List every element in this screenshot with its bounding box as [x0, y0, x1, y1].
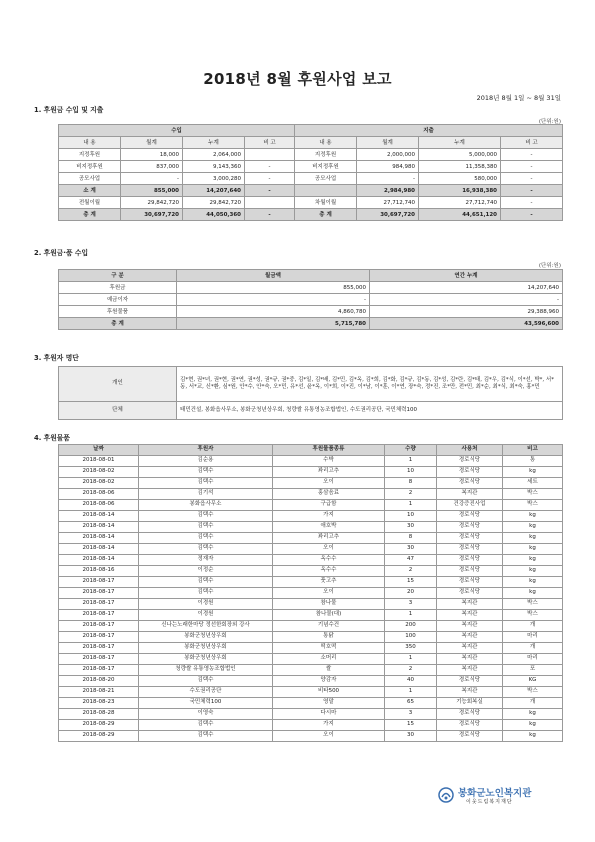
table-cell: 855,000: [121, 185, 183, 197]
col-header: 비 고: [501, 137, 563, 149]
table-cell: 전월이월: [59, 197, 121, 209]
table-cell: 2018-08-01: [59, 456, 139, 467]
income-expense-header: [59, 125, 563, 137]
table-cell: 복지관: [437, 621, 503, 632]
table-cell: 옥수수: [273, 555, 385, 566]
col-header: 수량: [385, 445, 437, 456]
total-row: [59, 209, 563, 221]
table-cell: 200: [385, 621, 437, 632]
table-cell: 지정후원: [295, 149, 357, 161]
table-cell: 2: [385, 489, 437, 500]
table-cell: 홍삼음료: [273, 489, 385, 500]
col-header: 날짜: [59, 445, 139, 456]
table-cell: 박스: [503, 489, 563, 500]
table-cell: 오이: [273, 544, 385, 555]
table-cell: 경로식당: [437, 533, 503, 544]
table-cell: 1: [385, 500, 437, 511]
table-cell: 65: [385, 698, 437, 709]
table-cell: 공모사업: [295, 173, 357, 185]
table-cell: kg: [503, 588, 563, 599]
table-row: [59, 294, 563, 306]
table-cell: kg: [503, 555, 563, 566]
logo-name: 봉화군노인복지관: [458, 788, 532, 799]
table-cell: -: [501, 197, 563, 209]
table-cell: 14,207,640: [183, 185, 245, 197]
table-cell: 2018-08-17: [59, 610, 139, 621]
table-row: [59, 621, 563, 632]
table-cell: 경로식당: [437, 511, 503, 522]
table-cell: 청량쌀 유통영농조합법인: [139, 665, 273, 676]
table-cell: 8: [385, 478, 437, 489]
table-cell: -: [177, 294, 370, 306]
table-row: [59, 632, 563, 643]
table-cell: 30,697,720: [121, 209, 183, 221]
table-cell: 총 계: [295, 209, 357, 221]
table-cell: 30: [385, 544, 437, 555]
table-cell: 통닭: [273, 632, 385, 643]
table-cell: 복지관: [437, 610, 503, 621]
table-cell: 837,000: [121, 161, 183, 173]
table-cell: 영말: [273, 698, 385, 709]
table-cell: kg: [503, 511, 563, 522]
page-title: 2018년 8월 후원사업 보고: [203, 70, 392, 88]
table-row: [59, 306, 563, 318]
table-cell: 경로식당: [437, 522, 503, 533]
donor-individual-names: 김*현, 권*녀, 권*현, 권*연, 권*성, 권*규, 권*중, 김*일, 김*배, 김*민, 김*옥, 김*희, 김*화, 김*규, 김*동, 김*성, 김*란, 김*태, 김*우, 김*식, 이*선, 박*, 서*동, 서*교, 신*환, 심*원, 안*수, 안*숙, 오*민, 유*선, 윤*옥, 이*희, 이*진, 이*남, 이*훈, 이*연, 장*숙, 정*진, 조*만, 전*민, 최*순, 최*식, 최*숙, 홍*민: [177, 367, 563, 402]
table-cell: 2018-08-14: [59, 522, 139, 533]
table-cell: 김택수: [139, 676, 273, 687]
expense-header: 지출: [295, 125, 563, 137]
table-cell: -: [245, 185, 295, 197]
col-header: 후원자: [139, 445, 273, 456]
table-cell: 29,388,960: [370, 306, 563, 318]
table-cell: -: [501, 161, 563, 173]
table-cell: 오이: [273, 588, 385, 599]
table-row: [59, 544, 563, 555]
table-cell: 총 계: [59, 209, 121, 221]
table-cell: 29,842,720: [183, 197, 245, 209]
table-cell: 김기석: [139, 489, 273, 500]
table-cell: 쌀: [273, 665, 385, 676]
donation-income-table: [58, 269, 563, 330]
col-header: 월금액: [177, 270, 370, 282]
table-cell: -: [245, 209, 295, 221]
income-expense-table: [58, 124, 563, 221]
table-cell: 김택수: [139, 522, 273, 533]
table-cell: 후원금: [59, 282, 177, 294]
table-cell: 마리: [503, 632, 563, 643]
table-cell: 복지관: [437, 643, 503, 654]
report-period: 2018년 8월 1일 ~ 8월 31일: [476, 94, 561, 102]
table-cell: 2018-08-17: [59, 643, 139, 654]
table-row: [59, 533, 563, 544]
table-row: [59, 687, 563, 698]
table-cell: 복지관: [437, 687, 503, 698]
table-cell: 꽈리고추: [273, 533, 385, 544]
table-cell: 2018-08-23: [59, 698, 139, 709]
table-cell: 박스: [503, 599, 563, 610]
col-header: 내 용: [59, 137, 121, 149]
table-cell: 14,207,640: [370, 282, 563, 294]
donor-group-names: 태민건설, 봉화읍사무소, 봉화군청년상우회, 청량쌀 유통영농조합법인, 수도권리공단, 국민체력100: [177, 402, 563, 420]
section-2-heading: 2. 후원금·품 수입: [34, 249, 89, 257]
donated-goods-table: [58, 444, 563, 742]
logo-subtitle: 이웃드림복지재단: [466, 799, 513, 805]
table-row: [59, 478, 563, 489]
table-cell: -: [357, 173, 419, 185]
table-cell: [245, 149, 295, 161]
table-cell: 기능회복실: [437, 698, 503, 709]
table-cell: 30,697,720: [357, 209, 419, 221]
table-cell: kg: [503, 544, 563, 555]
table-cell: 2018-08-06: [59, 489, 139, 500]
table-cell: 580,000: [419, 173, 501, 185]
table-cell: 소머리: [273, 654, 385, 665]
table-cell: 경로식당: [437, 731, 503, 742]
table-cell: 양감자: [273, 676, 385, 687]
table-cell: 27,712,740: [419, 197, 501, 209]
table-cell: 옥수수: [273, 566, 385, 577]
table-cell: 가지: [273, 720, 385, 731]
col-header: 누계: [419, 137, 501, 149]
table-cell: 47: [385, 555, 437, 566]
table-cell: 마리: [503, 654, 563, 665]
table-cell: 30: [385, 522, 437, 533]
table-cell: 개: [503, 698, 563, 709]
table-cell: 꽈리고추: [273, 467, 385, 478]
table-cell: 5,715,780: [177, 318, 370, 330]
table-cell: 김택수: [139, 731, 273, 742]
table-cell: 봉화읍사무소: [139, 500, 273, 511]
table-row: [59, 577, 563, 588]
table-cell: 30: [385, 731, 437, 742]
table-cell: 포: [503, 665, 563, 676]
table-cell: 기념수건: [273, 621, 385, 632]
table-cell: 수박: [273, 456, 385, 467]
table-cell: 정재자: [139, 555, 273, 566]
table-cell: 개: [503, 621, 563, 632]
table-cell: 예금이자: [59, 294, 177, 306]
col-header: 연간 누계: [370, 270, 563, 282]
table-cell: 2018-08-17: [59, 577, 139, 588]
table-header-row: [59, 270, 563, 282]
table-cell: 경로식당: [437, 709, 503, 720]
table-cell: 박스: [503, 610, 563, 621]
table-cell: kg: [503, 577, 563, 588]
table-cell: 구급함: [273, 500, 385, 511]
table-cell: 이경원: [139, 610, 273, 621]
table-cell: 통: [503, 456, 563, 467]
table-cell: 2018-08-17: [59, 621, 139, 632]
table-cell: 김택수: [139, 720, 273, 731]
table-cell: 복지관: [437, 599, 503, 610]
table-cell: -: [245, 161, 295, 173]
table-cell: 경로식당: [437, 555, 503, 566]
carry-row: [59, 197, 563, 209]
table-cell: -: [501, 173, 563, 185]
table-cell: 복지관: [437, 489, 503, 500]
table-cell: 복지관: [437, 665, 503, 676]
unit-label-1: (단위:원): [538, 119, 561, 125]
table-cell: 비지정후원: [59, 161, 121, 173]
table-cell: 김택수: [139, 544, 273, 555]
table-cell: 경로식당: [437, 478, 503, 489]
table-cell: 350: [385, 643, 437, 654]
table-cell: 8: [385, 533, 437, 544]
table-row: [59, 566, 563, 577]
table-row: [59, 161, 563, 173]
table-cell: 개: [503, 643, 563, 654]
table-cell: 29,842,720: [121, 197, 183, 209]
table-cell: -: [501, 149, 563, 161]
table-cell: 1: [385, 687, 437, 698]
table-cell: 1: [385, 610, 437, 621]
table-cell: 수도권리공단: [139, 687, 273, 698]
table-cell: 1: [385, 654, 437, 665]
table-cell: 855,000: [177, 282, 370, 294]
table-cell: 2018-08-28: [59, 709, 139, 720]
table-cell: 경로식당: [437, 467, 503, 478]
col-header: 누계: [183, 137, 245, 149]
col-header: 월계: [357, 137, 419, 149]
donor-individual-row: [59, 367, 563, 402]
table-cell: kg: [503, 566, 563, 577]
table-row: [59, 654, 563, 665]
table-cell: 김순용: [139, 456, 273, 467]
table-cell: 경로식당: [437, 456, 503, 467]
table-cell: 참나물(대): [273, 610, 385, 621]
organization-logo: [438, 784, 568, 808]
table-cell: 9,143,360: [183, 161, 245, 173]
table-row: [59, 709, 563, 720]
table-cell: kg: [503, 467, 563, 478]
table-cell: 43,596,600: [370, 318, 563, 330]
col-header: 비 고: [245, 137, 295, 149]
table-cell: 건강증진사업: [437, 500, 503, 511]
table-cell: 2018-08-17: [59, 632, 139, 643]
table-cell: 20: [385, 588, 437, 599]
table-cell: 이경원: [139, 599, 273, 610]
table-row: [59, 173, 563, 185]
table-cell: 40: [385, 676, 437, 687]
table-cell: 떡호떡: [273, 643, 385, 654]
table-cell: 봉화군청년상우회: [139, 643, 273, 654]
donor-group-row: [59, 402, 563, 420]
table-cell: 애호박: [273, 522, 385, 533]
table-row: [59, 676, 563, 687]
table-row: [59, 489, 563, 500]
table-cell: 소 계: [59, 185, 121, 197]
table-cell: 경로식당: [437, 577, 503, 588]
col-header: 후원물품종류: [273, 445, 385, 456]
section-3-heading: 3. 후원자 명단: [34, 354, 79, 362]
table-cell: 2: [385, 566, 437, 577]
table-cell: 복지관: [437, 654, 503, 665]
table-cell: 2018-08-14: [59, 544, 139, 555]
table-cell: 김택수: [139, 533, 273, 544]
table-cell: -: [370, 294, 563, 306]
table-cell: 984,980: [357, 161, 419, 173]
table-cell: 10: [385, 467, 437, 478]
table-cell: 봉화군청년상우회: [139, 654, 273, 665]
section-1-heading: 1. 후원금 수입 및 지출: [34, 106, 104, 114]
table-row: [59, 720, 563, 731]
table-cell: 2018-08-16: [59, 566, 139, 577]
table-cell: 박스: [503, 687, 563, 698]
table-cell: 공모사업: [59, 173, 121, 185]
table-cell: 11,358,380: [419, 161, 501, 173]
table-cell: kg: [503, 731, 563, 742]
table-cell: 2: [385, 665, 437, 676]
table-cell: 경로식당: [437, 588, 503, 599]
table-row: [59, 282, 563, 294]
donor-individual-label: 개인: [59, 367, 177, 402]
table-cell: 2,984,980: [357, 185, 419, 197]
table-cell: 18,000: [121, 149, 183, 161]
table-cell: 이정순: [139, 566, 273, 577]
table-cell: 풋고추: [273, 577, 385, 588]
table-row: [59, 467, 563, 478]
table-cell: kg: [503, 720, 563, 731]
unit-label-2: (단위:원): [538, 263, 561, 269]
logo-emblem-icon: [438, 787, 454, 803]
table-cell: 봉화군청년상우회: [139, 632, 273, 643]
table-cell: kg: [503, 522, 563, 533]
table-cell: 5,000,000: [419, 149, 501, 161]
table-cell: 참나물: [273, 599, 385, 610]
table-cell: 2018-08-17: [59, 665, 139, 676]
table-cell: 경로식당: [437, 676, 503, 687]
table-row: [59, 555, 563, 566]
section-4-heading: 4. 후원물품: [34, 434, 70, 442]
table-cell: 15: [385, 577, 437, 588]
table-cell: 오이: [273, 731, 385, 742]
table-cell: 이영숙: [139, 709, 273, 720]
table-cell: kg: [503, 709, 563, 720]
table-cell: 2,000,000: [357, 149, 419, 161]
table-row: [59, 149, 563, 161]
subtotal-row: [59, 185, 563, 197]
table-cell: 김택수: [139, 478, 273, 489]
table-row: [59, 511, 563, 522]
table-cell: 44,651,120: [419, 209, 501, 221]
table-cell: 10: [385, 511, 437, 522]
table-cell: 27,712,740: [357, 197, 419, 209]
table-cell: 2,064,000: [183, 149, 245, 161]
table-cell: 가지: [273, 511, 385, 522]
col-header: 월계: [121, 137, 183, 149]
table-row: [59, 599, 563, 610]
donor-group-label: 단체: [59, 402, 177, 420]
table-cell: 비타500: [273, 687, 385, 698]
table-cell: 2018-08-20: [59, 676, 139, 687]
table-cell: 경로식당: [437, 566, 503, 577]
table-cell: 1: [385, 456, 437, 467]
table-cell: 3: [385, 709, 437, 720]
table-row: [59, 610, 563, 621]
table-row: [59, 522, 563, 533]
table-cell: -: [245, 173, 295, 185]
col-header: 비고: [503, 445, 563, 456]
table-cell: 2018-08-14: [59, 511, 139, 522]
income-header: 수입: [59, 125, 295, 137]
col-header: 내 용: [295, 137, 357, 149]
table-cell: [245, 197, 295, 209]
table-cell: -: [121, 173, 183, 185]
table-cell: 2018-08-17: [59, 599, 139, 610]
table-cell: 후원물품: [59, 306, 177, 318]
table-row: [59, 731, 563, 742]
table-cell: -: [501, 185, 563, 197]
table-row: [59, 665, 563, 676]
table-cell: 2018-08-29: [59, 720, 139, 731]
donor-list-table: [58, 366, 563, 420]
table-row: [59, 500, 563, 511]
table-cell: 3,000,280: [183, 173, 245, 185]
table-cell: 오이: [273, 478, 385, 489]
table-cell: 3: [385, 599, 437, 610]
table-cell: [295, 185, 357, 197]
table-row: [59, 588, 563, 599]
table-cell: 세트: [503, 478, 563, 489]
total-row: [59, 318, 563, 330]
table-row: [59, 643, 563, 654]
table-cell: 김택수: [139, 511, 273, 522]
table-row: [59, 456, 563, 467]
table-cell: 16,938,380: [419, 185, 501, 197]
table-cell: 2018-08-29: [59, 731, 139, 742]
table-cell: 2018-08-06: [59, 500, 139, 511]
table-cell: kg: [503, 533, 563, 544]
income-expense-col-header: [59, 137, 563, 149]
table-row: [59, 698, 563, 709]
table-cell: 경로식당: [437, 720, 503, 731]
col-header: 구 분: [59, 270, 177, 282]
table-cell: 15: [385, 720, 437, 731]
table-cell: 박스: [503, 500, 563, 511]
table-cell: 차월이월: [295, 197, 357, 209]
table-cell: 다시마: [273, 709, 385, 720]
table-cell: 김택수: [139, 577, 273, 588]
table-cell: 김택수: [139, 588, 273, 599]
table-cell: 총 계: [59, 318, 177, 330]
table-cell: 2018-08-17: [59, 654, 139, 665]
table-cell: 지정후원: [59, 149, 121, 161]
table-cell: 2018-08-17: [59, 588, 139, 599]
table-cell: KG: [503, 676, 563, 687]
table-header-row: [59, 445, 563, 456]
table-cell: 44,050,360: [183, 209, 245, 221]
table-cell: 2018-08-02: [59, 467, 139, 478]
table-cell: -: [501, 209, 563, 221]
col-header: 사용처: [437, 445, 503, 456]
table-cell: 2018-08-21: [59, 687, 139, 698]
table-cell: 국민체력100: [139, 698, 273, 709]
table-cell: 비지정후원: [295, 161, 357, 173]
table-cell: 2018-08-02: [59, 478, 139, 489]
table-cell: 2018-08-14: [59, 555, 139, 566]
table-cell: 김택수: [139, 467, 273, 478]
table-cell: 신나는노래한마당 정선한회장외 강사: [139, 621, 273, 632]
table-cell: 100: [385, 632, 437, 643]
table-cell: 2018-08-14: [59, 533, 139, 544]
table-cell: 4,860,780: [177, 306, 370, 318]
table-cell: 복지관: [437, 632, 503, 643]
table-cell: 경로식당: [437, 544, 503, 555]
